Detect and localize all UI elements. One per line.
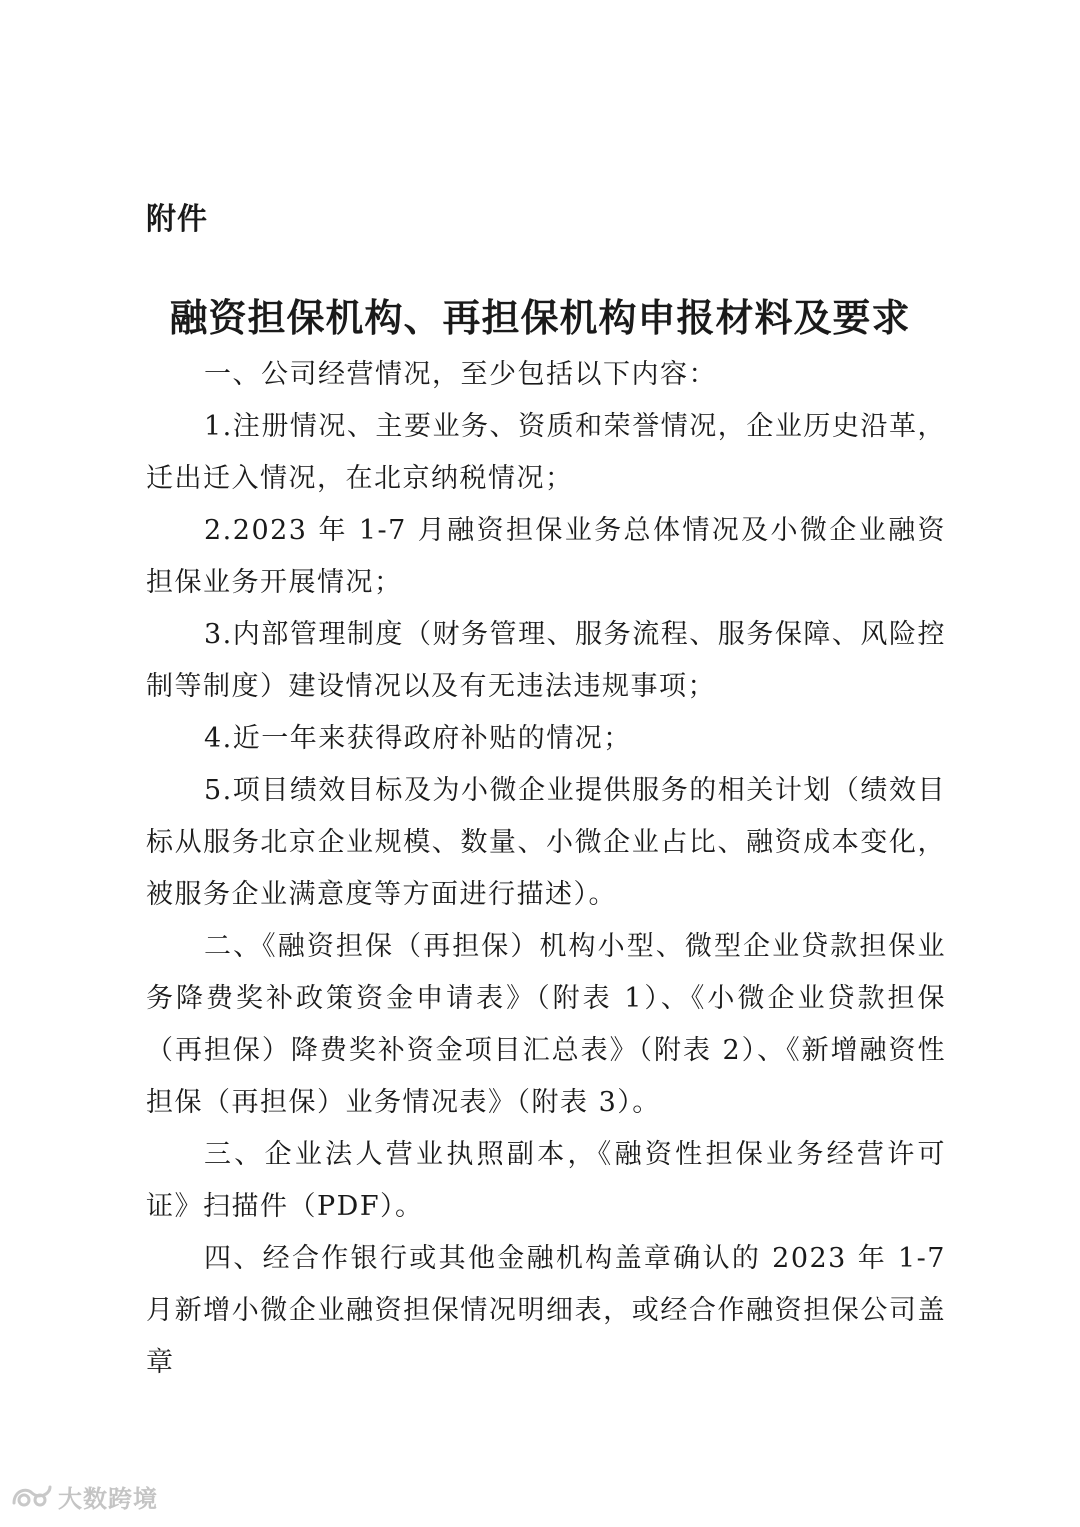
paragraph-item-4: 4.近一年来获得政府补贴的情况； — [204, 723, 632, 754]
paragraph-item-2: 2.2023 年 1-7 月融资担保业务总体情况及小微企业融资担保业务开展情况； — [146, 515, 946, 598]
paragraph-item-1: 1.注册情况、主要业务、资质和荣誉情况，企业历史沿革，迁出迁入情况，在北京纳税情况； — [146, 411, 946, 494]
paragraph-section-1: 一、公司经营情况，至少包括以下内容： — [204, 359, 717, 390]
paragraph-item-3: 3.内部管理制度（财务管理、服务流程、服务保障、风险控制等制度）建设情况以及有无违法违规事项； — [146, 619, 946, 702]
attachment-label: 附件 — [146, 202, 208, 237]
document-title: 融资担保机构、再担保机构申报材料及要求 — [169, 295, 911, 340]
paragraph-item-5: 5.项目绩效目标及为小微企业提供服务的相关计划（绩效目标从服务北京企业规模、数量、小微企业占比、融资成本变化，被服务企业满意度等方面进行描述）。 — [146, 775, 946, 910]
paragraph-section-2: 二、《融资担保（再担保）机构小型、微型企业贷款担保业务降费奖补政策资金申请表》（附表 1）、《小微企业贷款担保（再担保）降费奖补资金项目汇总表》（附表 2）、《新增融资性担保（再担保）业务情况表》（附表 3）。 — [146, 931, 946, 1118]
watermark-text: 大数跨境 — [58, 1484, 158, 1513]
paragraph-section-3: 三、企业法人营业执照副本，《融资性担保业务经营许可证》扫描件（PDF）。 — [146, 1139, 946, 1222]
watermark-logo-icon — [10, 1481, 54, 1511]
paragraph-section-4: 四、经合作银行或其他金融机构盖章确认的 2023 年 1-7 月新增小微企业融资担保情况明细表，或经合作融资担保公司盖章 — [146, 1243, 946, 1378]
watermark — [10, 1478, 158, 1514]
document-body — [146, 349, 946, 1389]
